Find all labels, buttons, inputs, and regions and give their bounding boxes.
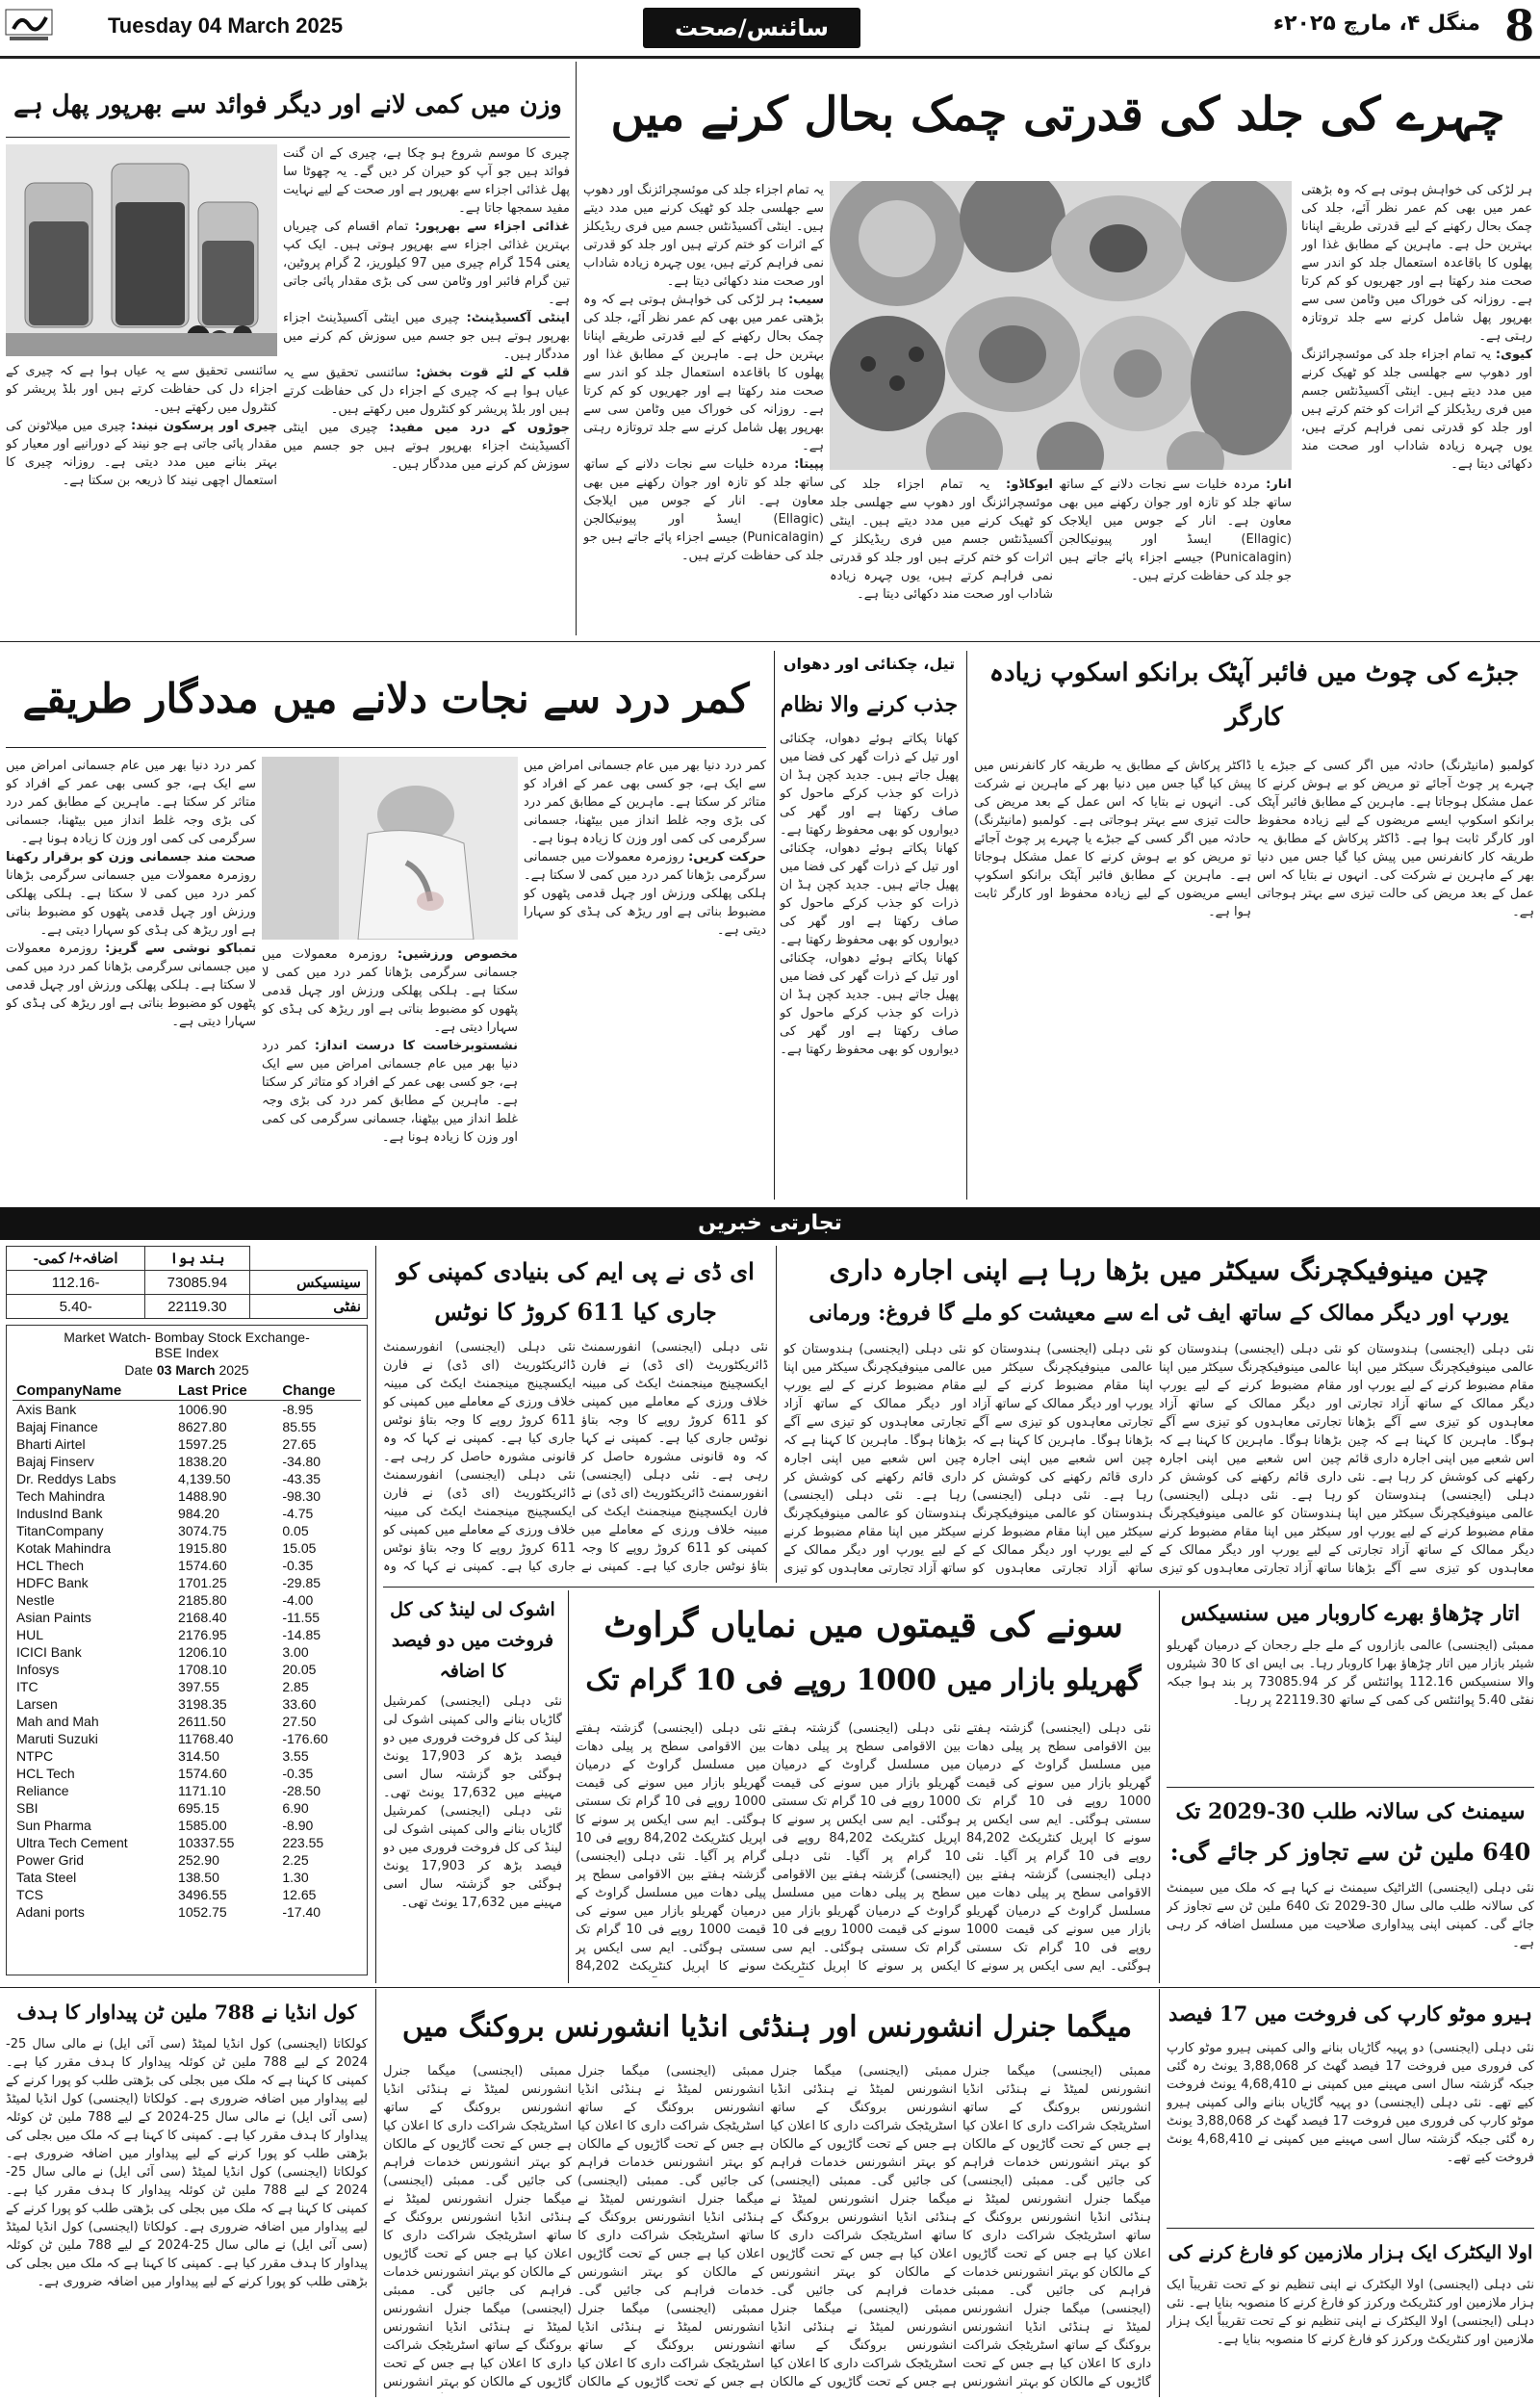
table-row — [13, 1713, 361, 1730]
cherry-headline-rule — [6, 137, 570, 138]
company-cell: HCL Tech — [16, 1766, 75, 1781]
company-cell: Ultra Tech Cement — [16, 1835, 128, 1850]
index-close: 22119.30 — [145, 1295, 249, 1319]
cherry-subheading-joints: جوڑوں کے درد میں مفید: — [389, 421, 570, 435]
china-headline: چین مینوفیکچرنگ سیکٹر میں بڑھا رہا ہے اپنی اجارہ داری — [829, 1254, 1489, 1286]
change-cell: -8.95 — [282, 1402, 314, 1417]
price-cell: 1206.10 — [178, 1644, 227, 1660]
price-cell: 4,139.50 — [178, 1471, 231, 1486]
company-cell: Bajaj Finserv — [16, 1454, 94, 1469]
oil-article-column-1: کھانا پکاتے ہوئے دھواں، چکنائی اور تیل کے ذرات گھر کی فضا میں پھیل جاتے ہیں۔ جدید کچن ہڈ ان ذرات کو جذب کرکے ماحول کو صاف رکھتا ہے اور گھر کی دیواروں کو بھی محفوظ رکھتا ہے۔ کھانا پکاتے ہوئے دھواں، چکنائی اور تیل کے ذرات گھر کی فضا میں پھیل جاتے ہیں۔ جدید کچن ہڈ ان ذرات کو جذب کرکے ماحول کو صاف رکھتا ہے اور گھر کی دیواروں کو بھی محفوظ رکھتا ہے۔ کھانا پکاتے ہوئے دھواں، چکنائی اور تیل کے ذرات گھر کی فضا میں پھیل جاتے ہیں۔ جدید کچن ہڈ ان ذرات کو جذب کرکے ماحول کو صاف رکھتا ہے اور گھر کی دیواروں کو بھی محفوظ رکھتا ہے۔ — [780, 732, 959, 1057]
hero-rule — [1167, 2228, 1534, 2229]
ed-divider — [776, 1246, 777, 1583]
table-row — [13, 1470, 361, 1487]
market-watch-box — [6, 1325, 368, 1975]
change-cell: 3.00 — [282, 1644, 309, 1660]
index-close: 73085.94 — [145, 1271, 249, 1295]
fiber-article-headline: جبڑے کی چوٹ میں فائبر آپٹک برانکو اسکوپ زیادہ کارگر — [988, 658, 1520, 732]
market-watch-title: Market Watch- Bombay Stock Exchange- — [64, 1330, 310, 1345]
company-cell: Axis Bank — [16, 1402, 77, 1417]
section-banner — [643, 8, 860, 48]
papaya-subheading: پپیتا: — [794, 457, 824, 472]
sensex-rule — [1167, 1787, 1534, 1788]
skin-article-column-3: ایوکاڈو: یہ تمام اجزاء جلد کی موئسچرائزنگ اور دھوپ سے جھلسی جلد کو ٹھیک کرنے میں مدد دیتے ہیں۔ اینٹی آکسیڈنٹس جسم میں فری ریڈیکلز کے اثرات کو ختم کرتے ہیں اور جلد کو قدرتی نمی فراہم کرتے ہیں، یوں چہرہ زیادہ شاداب اور صحت مند دکھائی دیتا ہے۔ — [830, 478, 1053, 602]
company-cell: Maruti Suzuki — [16, 1731, 98, 1746]
company-cell: Sun Pharma — [16, 1818, 91, 1833]
price-cell: 695.15 — [178, 1800, 219, 1816]
index-name: نفٹی — [249, 1295, 368, 1319]
table-row — [13, 1505, 361, 1522]
change-cell: 27.50 — [282, 1714, 317, 1729]
back-pain-subheading-smoking: تمباکو نوشی سے گریز: — [105, 942, 256, 956]
magma-insurance-headline: میگما جنرل انشورنس اور ہنڈئی انڈیا انشورنس بروکنگ میں — [401, 2010, 1133, 2044]
gold-divider — [1159, 1590, 1160, 1983]
company-cell: SBI — [16, 1800, 38, 1816]
price-cell: 314.50 — [178, 1748, 219, 1764]
table-row — [13, 1799, 361, 1817]
cherry-subheading-antioxidant: اینٹی آکسیڈینٹ: — [466, 311, 570, 325]
back-pain-subheading-weight: صحت مند جسمانی وزن کو برقرار رکھنا — [6, 850, 256, 865]
kiwi-subheading: کیوی: — [1495, 348, 1532, 362]
company-cell: Larsen — [16, 1696, 58, 1712]
change-cell: 85.55 — [282, 1419, 317, 1434]
change-cell: -29.85 — [282, 1575, 321, 1590]
back-pain-photo — [262, 757, 518, 940]
back-pain-column-1: کمر درد دنیا بھر میں عام جسمانی امراض میں سے ایک ہے، جو کسی بھی عمر کے افراد کو متاثر کر سکتا ہے۔ ماہرین کے مطابق کمر درد کی بڑی وجہ غلط انداز میں بیٹھنا، جسمانی سرگرمی کی کمی اور وزن کا زیادہ ہونا ہے۔ حرکت کریں: روزمرہ معمولات میں جسمانی سرگرمی بڑھانا کمر درد میں کمی لا سکتا ہے۔ ہلکی پھلکی ورزش اور چہل قدمی پٹھوں کو مضبوط بناتی ہے اور ریڑھ کی ہڈی کو سہارا دیتی ہے۔ — [524, 759, 766, 938]
skin-article-column-2: انار: مردہ خلیات سے نجات دلانے کے ساتھ ساتھ جلد کو تازہ اور جوان رکھنے میں بھی معاون ہے۔ انار کے جوس میں ایلاجک (Ellagic) ایسڈ اور پیونیکالجن (Punicalagin) جیسے اجزاء پائے جاتے ہیں جو جلد کی حفاظت کرتے ہیں۔ — [1059, 478, 1292, 583]
table-row — [13, 1609, 361, 1626]
index-box — [6, 1246, 368, 1313]
table-row — [13, 1643, 361, 1661]
price-cell: 1585.00 — [178, 1818, 227, 1833]
table-row — [13, 1869, 361, 1886]
ashok-divider — [568, 1590, 569, 1983]
company-cell: HCL Thech — [16, 1558, 85, 1573]
lower-business-rule — [0, 1987, 1540, 1988]
skin-article-column-1: ہر لڑکی کی خواہش ہوتی ہے کہ وہ بڑھتی عمر میں بھی کم عمر نظر آئے، جلد کی چمک بحال رکھنے کے لیے قدرتی طریقے اپنانا بہترین حل ہے۔ ماہرین کے مطابق غذا اور پھلوں کا باقاعدہ استعمال جلد کو اندر سے صحت مند رکھتا ہے اور جھریوں کو کم کرتا ہے۔ روزانہ کی خوراک میں وٹامن سی سے بھرپور پھل شامل کرنے سے جلد تروتازہ رہتی ہے۔ کیوی: یہ تمام اجزاء جلد کی موئسچرائزنگ اور دھوپ سے جھلسی جلد کو ٹھیک کرنے میں مدد دیتے ہیں۔ اینٹی آکسیڈنٹس جسم میں فری ریڈیکلز کے اثرات کو ختم کرتے ہیں اور جلد کو قدرتی نمی فراہم کرتے ہیں، یوں چہرہ زیادہ شاداب اور صحت مند دکھائی دیتا ہے۔ — [1301, 183, 1532, 472]
change-cell: -4.75 — [282, 1506, 314, 1521]
price-cell: 1574.60 — [178, 1766, 227, 1781]
table-row — [13, 1678, 361, 1695]
avocado-subheading: ایوکاڈو: — [1006, 478, 1053, 492]
coal-india-column: کولکاتا (ایجنسی) کول انڈیا لمیٹڈ (سی آئی ایل) نے مالی سال 25-2024 کے لیے 788 ملین ٹن کوئلہ پیداوار کا ہدف مقرر کیا ہے۔ کمپنی کا کہنا ہے کہ ملک میں بجلی کی بڑھتی طلب کو پورا کرنے کے لیے پیداوار میں اضافہ ضروری ہے۔ کولکاتا (ایجنسی) کول انڈیا لمیٹڈ (سی آئی ایل) نے مالی سال 25-2024 کے لیے 788 ملین ٹن کوئلہ پیداوار کا ہدف مقرر کیا ہے۔ کمپنی کا کہنا ہے کہ ملک میں بجلی کی بڑھتی طلب کو پورا کرنے کے لیے پیداوار میں اضافہ ضروری ہے۔ کولکاتا (ایجنسی) کول انڈیا لمیٹڈ (سی آئی ایل) نے مالی سال 25-2024 کے لیے 788 ملین ٹن کوئلہ پیداوار کا ہدف مقرر کیا ہے۔ کمپنی کا کہنا ہے کہ ملک میں بجلی کی بڑھتی طلب کو پورا کرنے کے لیے پیداوار میں اضافہ ضروری ہے۔ کولکاتا (ایجنسی) کول انڈیا لمیٹڈ (سی آئی ایل) نے مالی سال 25-2024 کے لیے 788 ملین ٹن کوئلہ پیداوار کا ہدف مقرر کیا ہے۔ کمپنی کا کہنا ہے کہ ملک میں بجلی کی بڑھتی طلب کو پورا کرنے کے لیے پیداوار میں اضافہ ضروری ہے۔ — [6, 2037, 368, 2289]
price-cell: 1488.90 — [178, 1488, 227, 1504]
index-header-change: اضافہ+/ کمی- — [7, 1247, 145, 1271]
price-cell: 1701.25 — [178, 1575, 227, 1590]
price-cell: 1708.10 — [178, 1662, 227, 1677]
table-row — [13, 1574, 361, 1591]
column-header-price: Last Price — [174, 1381, 278, 1401]
back-pain-column-2: مخصوص ورزشیں: روزمرہ معمولات میں جسمانی سرگرمی بڑھانا کمر درد میں کمی لا سکتا ہے۔ ہلکی پھلکی ورزش اور چہل قدمی پٹھوں کو مضبوط بناتی ہے اور ریڑھ کی ہڈی کو سہارا دیتی ہے۔ نشستوبرخاست کا درست انداز: کمر درد دنیا بھر میں عام جسمانی امراض میں سے ایک ہے، جو کسی بھی عمر کے افراد کو متاثر کر سکتا ہے۔ ماہرین کے مطابق کمر درد کی بڑی وجہ غلط انداز میں بیٹھنا، جسمانی سرگرمی کی کمی اور وزن کا زیادہ ہونا ہے۔ — [262, 947, 518, 1145]
company-cell: Infosys — [16, 1662, 60, 1677]
gold-subheadline: گھریلو بازار میں 1000 روپے فی 10 گرام تک — [585, 1664, 1142, 1697]
company-cell: Tech Mahindra — [16, 1488, 105, 1504]
price-cell: 252.90 — [178, 1852, 219, 1868]
table-row — [13, 1453, 361, 1470]
table-row — [13, 1834, 361, 1851]
index-name: سینسیکس — [249, 1271, 368, 1295]
sensex-column: ممبئی (ایجنسی) عالمی بازاروں کے ملے جلے رجحان کے درمیان گھریلو شیئر بازار میں اتار چڑھاؤ بھرا کاروبار رہا۔ بی ایس ای کا 30 شیئروں والا سنسیکس 112.16 پوائنٹس گر کر 73085.94 پر بند ہوا جبکہ نفٹی 5.40 پوائنٹس کی کمی کے ساتھ 22119.30 پر رہا۔ — [1167, 1639, 1534, 1708]
ola-electric-headline: اولا الیکٹرک ایک ہزار ملازمین کو فارغ کرنے کی — [1168, 2242, 1533, 2263]
company-cell: Kotak Mahindra — [16, 1540, 112, 1556]
table-row — [13, 1661, 361, 1678]
table-row — [13, 1851, 361, 1869]
ed-notice-headline: ای ڈی نے پی ایم کی بنیادی کمپنی کو جاری کیا 611 کروڑ کا نوٹس — [397, 1257, 755, 1326]
coal-divider — [375, 1989, 376, 2397]
company-cell: Mah and Mah — [16, 1714, 99, 1729]
price-cell: 1052.75 — [178, 1904, 227, 1920]
fruits-photo — [830, 181, 1292, 470]
company-cell: TCS — [16, 1887, 43, 1902]
ola-electric-column: نئی دہلی (ایجنسی) اولا الیکٹرک نے اپنی تنظیم نو کے تحت تقریباً ایک ہزار ملازمین اور کنٹریکٹ ورکرز کو فارغ کرنے کا منصوبہ بنایا ہے۔ نئی دہلی (ایجنسی) اولا الیکٹرک نے اپنی تنظیم نو کے تحت تقریباً ایک ہزار ملازمین اور کنٹریکٹ ورکرز کو فارغ کرنے کا منصوبہ بنایا ہے۔ — [1167, 2278, 1534, 2347]
table-row — [13, 1695, 361, 1713]
china-subheadline: یورپ اور دیگر ممالک کے ساتھ ایف ٹی اے سے معیشت کو ملے گا فروغ: ورمانی — [808, 1301, 1509, 1326]
company-cell: ICICI Bank — [16, 1644, 82, 1660]
price-cell: 397.55 — [178, 1679, 219, 1694]
hero-motocorp-headline: ہیرو موٹو کارپ کی فروخت میں 17 فیصد — [1168, 2001, 1532, 2026]
company-cell: Dr. Reddys Labs — [16, 1471, 116, 1486]
fiber-divider — [966, 651, 967, 1200]
business-news-label: تجارتی خبریں — [698, 1211, 842, 1235]
skin-article-column-4: یہ تمام اجزاء جلد کی موئسچرائزنگ اور دھوپ سے جھلسی جلد کو ٹھیک کرنے میں مدد دیتے ہیں۔ اینٹی آکسیڈنٹس جسم میں فری ریڈیکلز کے اثرات کو ختم کرتے ہیں اور جلد کو قدرتی نمی فراہم کرتے ہیں، یوں چہرہ زیادہ شاداب اور صحت مند دکھائی دیتا ہے۔ سیب: ہر لڑکی کی خواہش ہوتی ہے کہ وہ بڑھتی عمر میں بھی کم عمر نظر آئے، جلد کی چمک بحال رکھنے کے لیے قدرتی طریقے اپنانا بہترین حل ہے۔ ماہرین کے مطابق غذا اور پھلوں کا باقاعدہ استعمال جلد کو اندر سے صحت مند رکھتا ہے اور جھریوں کو کم کرتا ہے۔ روزانہ کی خوراک میں وٹامن سی سے بھرپور پھل شامل کرنے سے جلد تروتازہ رہتی ہے۔ پپیتا: مردہ خلیات سے نجات دلانے کے ساتھ ساتھ جلد کو تازہ اور جوان رکھنے میں بھی معاون ہے۔ انار کے جوس میں ایلاجک (Ellagic) ایسڈ اور پیونیکالجن (Punicalagin) جیسے اجزاء پائے جاتے ہیں جو جلد کی حفاظت کرتے ہیں۔ — [583, 183, 824, 563]
change-cell: 2.85 — [282, 1679, 309, 1694]
china-column-3: نئی دہلی (ایجنسی) ہندوستان کو عالمی مینوفیکچرنگ سیکٹر میں اپنا مقام مضبوط کرنے کے لیے یورپ اور دیگر ممالک کے ساتھ آزاد تجارتی معاہدوں کو تیزی سے آگے بڑھانا ہوگا۔ ماہرین کا کہنا ہے کہ چین اس شعبے میں اپنی اجارہ داری قائم رکھنے کی کوشش کر رہا ہے۔ نئی دہلی (ایجنسی) ہندوستان کو عالمی مینوفیکچرنگ سیکٹر میں اپنا مقام مضبوط کرنے کے لیے یورپ اور دیگر ممالک کے ساتھ آزاد تجارتی معاہدوں کو — [972, 1342, 1153, 1576]
change-cell: 1.30 — [282, 1870, 309, 1885]
top-section-rule — [0, 641, 1540, 642]
table-row — [13, 1591, 361, 1609]
section-title: سائنس/صحت — [674, 14, 829, 41]
gold-column-1: نئی دہلی (ایجنسی) گزشتہ ہفتے بین الاقوامی سطح پر پیلی دھات میں مسلسل گراوٹ کے درمیان گھریلو بازار میں سونے کی قیمت 1000 روپے فی 10 گرام تک سستی ہوگئی۔ ایم سی ایکس پر سونے کا اپریل کنٹریکٹ 84,202 روپے فی 10 گرام پر آگیا۔ نئی دہلی (ایجنسی) گزشتہ ہفتے بین الاقوامی سطح پر پیلی دھات میں مسلسل گراوٹ کے درمیان گھریلو بازار میں سونے کی قیمت 1000 روپے فی 10 گرام تک سستی ہوگئی۔ ایم سی ایکس پر سونے کا — [966, 1721, 1151, 1974]
gold-headline: سونے کی قیمتوں میں نمایاں گراوٹ — [603, 1605, 1123, 1645]
business-news-bar — [0, 1207, 1540, 1240]
back-pain-subheading-move: حرکت کریں: — [688, 850, 766, 865]
publication-logo — [4, 6, 54, 44]
urdu-date: منگل ۴، مارچ ۲۰۲۵ء — [1272, 12, 1480, 36]
company-cell: Bharti Airtel — [16, 1436, 86, 1452]
column-header-change: Change — [278, 1381, 361, 1401]
table-row — [13, 1522, 361, 1539]
gold-column-2: نئی دہلی (ایجنسی) گزشتہ ہفتے بین الاقوامی سطح پر پیلی دھات میں مسلسل گراوٹ کے درمیان گھریلو بازار میں سونے کی قیمت 1000 روپے فی 10 گرام تک سستی ہوگئی۔ ایم سی ایکس پر سونے کا اپریل کنٹریکٹ 84,202 روپے فی 10 گرام پر آگیا۔ نئی دہلی (ایجنسی) گزشتہ ہفتے بین الاقوامی سطح پر پیلی دھات میں مسلسل گراوٹ کے درمیان گھریلو بازار میں سونے کی قیمت 1000 روپے فی 10 گرام تک سستی ہوگئی۔ ایم سی ایکس پر سونے کا اپریل کنٹریکٹ — [772, 1721, 961, 1974]
company-cell: Power Grid — [16, 1852, 85, 1868]
change-cell: -11.55 — [282, 1610, 321, 1625]
oil-article-headline: جذب کرنے والا نظام — [780, 692, 959, 717]
anar-subheading: انار: — [1266, 478, 1292, 492]
market-watch-table — [13, 1381, 361, 1921]
masthead — [0, 0, 1540, 54]
cherry-subheading-heart: قلب کے لئے قوت بخش: — [416, 366, 570, 380]
china-column-1: نئی دہلی (ایجنسی) ہندوستان کو عالمی مینوفیکچرنگ سیکٹر میں اپنا مقام مضبوط کرنے کے لیے یورپ اور دیگر ممالک کے ساتھ آزاد تجارتی معاہدوں کو تیزی سے آگے بڑھانا ہوگا۔ ماہرین کا کہنا ہے کہ چین اس شعبے میں اپنی اجارہ داری قائم رکھنے کی کوشش کر رہا ہے۔ نئی دہلی (ایجنسی) ہندوستان کو عالمی مینوفیکچرنگ سیکٹر میں اپنا مقام مضبوط کرنے کے لیے یورپ اور دیگر ممالک کے ساتھ آزاد تجارتی معاہدوں کو تیزی سے آگے بڑھانا — [1348, 1342, 1534, 1576]
price-cell: 2611.50 — [178, 1714, 226, 1729]
company-cell: HDFC Bank — [16, 1575, 89, 1590]
gold-column-3: نئی دہلی (ایجنسی) گزشتہ ہفتے بین الاقوامی سطح پر پیلی دھات میں مسلسل گراوٹ کے درمیان گھریلو بازار میں سونے کی قیمت 1000 روپے فی 10 گرام تک سستی ہوگئی۔ ایم سی ایکس پر سونے کا اپریل کنٹریکٹ 84,202 روپے فی 10 گرام پر آگیا۔ نئی دہلی (ایجنسی) گزشتہ ہفتے بین الاقوامی سطح پر پیلی دھات میں مسلسل گراوٹ کے درمیان گھریلو بازار میں سونے کی قیمت 1000 روپے فی 10 گرام تک سستی ہوگئی۔ ایم سی ایکس پر سونے کا اپریل کنٹریکٹ 84,202 — [576, 1721, 766, 1974]
magma-column-4: ممبئی (ایجنسی) میگما جنرل انشورنس لمیٹڈ نے ہنڈئی انڈیا انشورنس بروکنگ کے ساتھ اسٹریٹجک شراکت داری کا اعلان کیا ہے جس کے تحت گاڑیوں کے مالکان کو بہتر انشورنس خدمات فراہم کی جائیں گی۔ ممبئی (ایجنسی) میگما جنرل انشورنس لمیٹڈ نے ہنڈئی انڈیا انشورنس بروکنگ کے ساتھ اسٹریٹجک شراکت داری کا اعلان کیا ہے جس کے تحت گاڑیوں کے مالکان کو بہتر انشورنس خدمات فراہم کی جائیں گی۔ ممبئی (ایجنسی) میگما جنرل انشورنس لمیٹڈ نے ہنڈئی انڈیا انشورنس بروکنگ کے ساتھ اسٹریٹجک شراکت داری کا اعلان کیا ہے جس کے تحت گاڑیوں کے مالکان کو بہتر انشورنس — [383, 2064, 572, 2389]
cherry-article-headline: وزن میں کمی لانے اور دیگر فوائد سے بھرپور پھل ہے — [13, 90, 562, 119]
skin-article-headline: چہرے کی جلد کی قدرتی چمک بحال کرنے میں — [610, 88, 1505, 142]
business-mid-rule — [383, 1587, 1534, 1588]
company-cell: Tata Steel — [16, 1870, 77, 1885]
china-column-2: نئی دہلی (ایجنسی) ہندوستان کو عالمی مینوفیکچرنگ سیکٹر میں اپنا مقام مضبوط کرنے کے لیے یورپ اور دیگر ممالک کے ساتھ آزاد تجارتی معاہدوں کو تیزی سے آگے بڑھانا ہوگا۔ ماہرین کا کہنا ہے کہ چین اس شعبے میں اپنی اجارہ داری قائم رکھنے کی کوشش کر رہا ہے۔ نئی دہلی (ایجنسی) ہندوستان کو عالمی مینوفیکچرنگ سیکٹر میں اپنا مقام مضبوط کرنے کے لیے یورپ اور دیگر ممالک کے ساتھ آزاد تجارتی معاہدوں کو تیزی — [1159, 1342, 1342, 1576]
price-cell: 3198.35 — [178, 1696, 227, 1712]
magma-column-1: ممبئی (ایجنسی) میگما جنرل انشورنس لمیٹڈ نے ہنڈئی انڈیا انشورنس بروکنگ کے ساتھ اسٹریٹجک شراکت داری کا اعلان کیا ہے جس کے تحت گاڑیوں کے مالکان کو بہتر انشورنس خدمات فراہم کی جائیں گی۔ ممبئی (ایجنسی) میگما جنرل انشورنس لمیٹڈ نے ہنڈئی انڈیا انشورنس بروکنگ کے ساتھ اسٹریٹجک شراکت داری کا اعلان کیا ہے جس کے تحت گاڑیوں کے مالکان کو بہتر انشورنس خدمات فراہم کی جائیں گی۔ ممبئی (ایجنسی) میگما جنرل انشورنس لمیٹڈ نے ہنڈئی انڈیا انشورنس بروکنگ کے ساتھ اسٹریٹجک شراکت داری کا اعلان کیا ہے جس کے تحت گاڑیوں کے مالکان کو بہتر انشورنس — [962, 2064, 1151, 2389]
company-cell: HUL — [16, 1627, 44, 1642]
change-cell: -0.35 — [282, 1558, 314, 1573]
table-row — [13, 1886, 361, 1903]
company-cell: NTPC — [16, 1748, 54, 1764]
cherry-article-column-1: چیری کا موسم شروع ہو چکا ہے، چیری کے ان گنت فوائد ہیں جو آپ کو حیران کر دیں گے۔ یہ چھوٹا سا پھل غذائی اجزاء سے بھرپور ہے اور صحت کے لیے نہایت مفید سمجھا جاتا ہے۔ غذائی اجزاء سے بھرپور: تمام اقسام کی چیریاں بہترین غذائی اجزاء سے بھرپور ہوتی ہیں۔ ایک کپ یعنی 154 گرام چیری میں 97 کیلوریز، 2 گرام پروٹین، تین گرام فائبر اور وٹامن سی کی بڑی مقدار پائی جاتی ہے۔ اینٹی آکسیڈینٹ: چیری میں اینٹی آکسیڈینٹ اجزاء بھرپور ہوتے ہیں جو جسم میں سوزش کم کرنے میں مددگار ہیں۔ قلب کے لئے قوت بخش: سائنسی تحقیق سے یہ عیاں ہوا ہے کہ چیری کے اجزاء دل کی حفاظت کرتے ہیں اور بلڈ پریشر کو کنٹرول میں رکھتے ہیں۔ جوڑوں کے درد میں مفید: چیری میں اینٹی آکسیڈینٹ اجزاء بھرپور ہوتے ہیں جو جسم میں سوزش کم کرنے میں مددگار ہیں۔ — [283, 146, 570, 472]
oil-article-kicker: تیل، چکنائی اور دھواں — [783, 655, 956, 673]
oil-divider — [774, 651, 775, 1200]
index-header-close: بند ہوا — [145, 1247, 249, 1271]
table-row — [13, 1765, 361, 1782]
change-cell: 223.55 — [282, 1835, 324, 1850]
table-row — [13, 1539, 361, 1557]
price-cell: 1006.90 — [178, 1402, 227, 1417]
change-cell: -14.85 — [282, 1627, 321, 1642]
change-cell: -34.80 — [282, 1454, 321, 1469]
change-cell: -17.40 — [282, 1904, 321, 1920]
magma-column-3: ممبئی (ایجنسی) میگما جنرل انشورنس لمیٹڈ نے ہنڈئی انڈیا انشورنس بروکنگ کے ساتھ اسٹریٹجک شراکت داری کا اعلان کیا ہے جس کے تحت گاڑیوں کے مالکان کو بہتر انشورنس خدمات فراہم کی جائیں گی۔ ممبئی (ایجنسی) میگما جنرل انشورنس لمیٹڈ نے ہنڈئی انڈیا انشورنس بروکنگ کے ساتھ اسٹریٹجک شراکت داری کا اعلان کیا ہے جس کے تحت گاڑیوں کے مالکان کو بہتر انشورنس خدمات فراہم کی جائیں گی۔ ممبئی (ایجنسی) میگما جنرل انشورنس لمیٹڈ نے ہنڈئی انڈیا انشورنس بروکنگ کے ساتھ اسٹریٹجک شراکت داری کا اعلان کیا ہے جس کے تحت گاڑیوں کے مالکان — [578, 2064, 764, 2389]
cement-column: نئی دہلی (ایجنسی) الٹراٹیک سیمنٹ نے کہا ہے کہ ملک میں سیمنٹ کی سالانہ طلب مالی سال 30-2029 تک 640 ملین ٹن سے تجاوز کر جائے گی۔ کمپنی اپنی پیداواری صلاحیت میں مسلسل اضافہ کر رہی ہے۔ — [1167, 1881, 1534, 1950]
table-row — [13, 1435, 361, 1453]
change-cell: -98.30 — [282, 1488, 321, 1504]
price-cell: 10337.55 — [178, 1835, 235, 1850]
table-row — [13, 1626, 361, 1643]
cherry-subheading-nutrients: غذائی اجزاء سے بھرپور: — [414, 219, 570, 234]
change-cell: 20.05 — [282, 1662, 317, 1677]
change-cell: 27.65 — [282, 1436, 317, 1452]
table-row — [13, 1817, 361, 1834]
change-cell: 15.05 — [282, 1540, 317, 1556]
price-cell: 11768.40 — [178, 1731, 234, 1746]
table-row — [13, 1730, 361, 1747]
english-date: Tuesday 04 March 2025 — [108, 13, 344, 38]
change-cell: 3.55 — [282, 1748, 309, 1764]
market-watch-date: Date 03 March 2025 — [124, 1362, 249, 1378]
price-cell: 1171.10 — [178, 1783, 226, 1798]
china-column-4: نئی دہلی (ایجنسی) ہندوستان کو عالمی مینوفیکچرنگ سیکٹر میں اپنا مقام مضبوط کرنے کے لیے یورپ اور دیگر ممالک کے ساتھ آزاد تجارتی معاہدوں کو تیزی سے آگے بڑھانا ہوگا۔ ماہرین کا کہنا ہے کہ چین اس شعبے میں اپنی اجارہ داری قائم رکھنے کی کوشش کر رہا ہے۔ نئی دہلی (ایجنسی) ہندوستان کو عالمی مینوفیکچرنگ سیکٹر میں اپنا مقام مضبوط کرنے کے لیے یورپ اور دیگر ممالک کے ساتھ آزاد تجارتی معاہدوں کو تیزی — [783, 1342, 966, 1576]
company-cell: Asian Paints — [16, 1610, 91, 1625]
top-column-divider — [576, 62, 577, 635]
magma-divider — [1159, 1989, 1160, 2397]
change-cell: 6.90 — [282, 1800, 309, 1816]
hero-motocorp-column: نئی دہلی (ایجنسی) دو پہیہ گاڑیاں بنانے والی کمپنی ہیرو موٹو کارپ کی فروری میں فروخت 17 فیصد گھٹ کر 3,88,068 یونٹ رہ گئی جبکہ گزشتہ سال اسی مہینے میں کمپنی نے 4,68,410 یونٹ فروخت کیے تھے۔ نئی دہلی (ایجنسی) دو پہیہ گاڑیاں بنانے والی کمپنی ہیرو موٹو کارپ کی فروری میں فروخت 17 فیصد گھٹ کر 3,88,068 یونٹ رہ گئی جبکہ گزشتہ سال اسی مہینے میں کمپنی نے 4,68,410 یونٹ فروخت کیے تھے۔ — [1167, 2041, 1534, 2165]
change-cell: 0.05 — [282, 1523, 309, 1538]
cement-headline: سیمنٹ کی سالانہ طلب 30-2029 تک — [1175, 1799, 1526, 1824]
cement-subheadline: 640 ملین ٹن سے تجاوز کر جائے گی: — [1169, 1838, 1531, 1866]
market-watch-subtitle: BSE Index — [154, 1345, 219, 1360]
price-cell: 138.50 — [178, 1870, 219, 1885]
price-cell: 8627.80 — [178, 1419, 227, 1434]
cherry-subheading-sleep: چیری اور پرسکون نیند: — [131, 419, 277, 433]
back-pain-headline: کمر درد سے نجات دلانے میں مددگار طریقے — [22, 675, 750, 722]
company-cell: Adani ports — [16, 1904, 85, 1920]
change-cell: -28.50 — [282, 1783, 321, 1798]
market-divider — [375, 1246, 376, 1983]
back-pain-subheading-posture: نشستوبرخاست کا درست انداز: — [314, 1039, 518, 1053]
coal-india-headline: کول انڈیا نے 788 ملین ٹن پیداوار کا ہدف — [16, 2001, 357, 2024]
back-pain-subheading-exercise: مخصوص ورزشیں: — [397, 947, 518, 962]
change-cell: -0.35 — [282, 1766, 314, 1781]
price-cell: 2185.80 — [178, 1592, 227, 1608]
index-change: -5.40 — [7, 1295, 145, 1319]
cherry-juice-photo — [6, 144, 277, 356]
price-cell: 1915.80 — [178, 1540, 227, 1556]
table-row — [13, 1487, 361, 1505]
company-cell: IndusInd Bank — [16, 1506, 103, 1521]
change-cell: -176.60 — [282, 1731, 328, 1746]
table-row — [13, 1557, 361, 1574]
company-cell: TitanCompany — [16, 1523, 104, 1538]
ashok-leyland-column: نئی دہلی (ایجنسی) کمرشیل گاڑیاں بنانے والی کمپنی اشوک لی لینڈ کی کل فروخت فروری میں دو فیصد بڑھ کر 17,903 یونٹ ہوگئی جو گزشتہ سال اسی مہینے میں 17,632 یونٹ تھی۔ نئی دہلی (ایجنسی) کمرشیل گاڑیاں بنانے والی کمپنی اشوک لی لینڈ کی کل فروخت فروری میں دو فیصد بڑھ کر 17,903 یونٹ ہوگئی جو گزشتہ سال اسی مہینے میں 17,632 یونٹ تھی۔ — [383, 1694, 562, 1910]
table-row — [13, 1903, 361, 1921]
fiber-article-column-1: کولمبو (مانیٹرنگ) حادثہ میں اگر کسی کے جبڑے یا چہرے پر چوٹ آجائے تو مریض کو بے ہوش کرنے کا عمل مشکل ہوجاتا ہے۔ ماہرین کے مطابق فائبر آپٹک برانکو اسکوپ ایسے مریضوں کے لیے زیادہ محفوظ اور کارگر ثابت ہوا ہے۔ ڈاکٹر پرکاش کے مطابق یہ طریقہ کار کانفرنس میں پیش کیا گیا جس میں دنیا بھر کے ماہرین نے شرکت کی۔ انہوں نے بتایا کہ اس عمل کے بعد مریض کی حالت تیزی سے بہتر ہوجاتی ہے۔ — [1257, 759, 1534, 919]
company-cell: Bajaj Finance — [16, 1419, 98, 1434]
company-cell: Nestle — [16, 1592, 55, 1608]
price-cell: 1597.25 — [178, 1436, 227, 1452]
change-cell: -8.90 — [282, 1818, 314, 1833]
fiber-article-column-2: ڈاکٹر پرکاش کے مطابق یہ طریقہ کار کانفرنس میں پیش کیا گیا جس میں دنیا بھر کے ماہرین نے شرکت کی۔ انہوں نے بتایا کہ اس عمل کے بعد مریض کی حالت تیزی سے بہتر ہوجاتی ہے۔ کولمبو (مانیٹرنگ) حادثہ میں اگر کسی کے جبڑے یا چہرے پر چوٹ آجائے تو مریض کو بے ہوش کرنے کا عمل مشکل ہوجاتا ہے۔ ماہرین کے مطابق فائبر آپٹک برانکو اسکوپ ایسے مریضوں کے لیے زیادہ محفوظ اور کارگر ثابت ہوا ہے۔ — [974, 759, 1251, 919]
column-header-company: CompanyName — [13, 1381, 174, 1401]
price-cell: 2176.95 — [178, 1627, 227, 1642]
ed-notice-column-1: نئی دہلی (ایجنسی) انفورسمنٹ ڈائریکٹوریٹ (ای ڈی) نے فارن ایکسچینج مینجمنٹ ایکٹ کی مبینہ خلاف ورزی کے معاملے میں کمپنی کو 611 کروڑ روپے کا وجہ بتاؤ نوٹس جاری کیا ہے۔ کمپنی نے کہا کہ وہ قانونی مشورہ حاصل کر رہی ہے۔ نئی دہلی (ایجنسی) انفورسمنٹ ڈائریکٹوریٹ (ای ڈی) نے فارن ایکسچینج مینجمنٹ ایکٹ کی مبینہ خلاف ورزی کے معاملے میں کمپنی کو 611 کروڑ روپے کا وجہ بتاؤ نوٹس جاری کیا ہے۔ کمپنی نے — [581, 1340, 768, 1574]
back-pain-headline-rule — [6, 747, 766, 748]
company-cell: ITC — [16, 1679, 38, 1694]
table-row — [13, 1747, 361, 1765]
price-cell: 984.20 — [178, 1506, 219, 1521]
table-row — [13, 1401, 361, 1419]
price-cell: 3074.75 — [178, 1523, 227, 1538]
page-number: 8 — [1504, 2, 1534, 51]
magma-column-2: ممبئی (ایجنسی) میگما جنرل انشورنس لمیٹڈ نے ہنڈئی انڈیا انشورنس بروکنگ کے ساتھ اسٹریٹجک شراکت داری کا اعلان کیا ہے جس کے تحت گاڑیوں کے مالکان کو بہتر انشورنس خدمات فراہم کی جائیں گی۔ ممبئی (ایجنسی) میگما جنرل انشورنس لمیٹڈ نے ہنڈئی انڈیا انشورنس بروکنگ کے ساتھ اسٹریٹجک شراکت داری کا اعلان کیا ہے جس کے تحت گاڑیوں کے مالکان کو بہتر انشورنس خدمات فراہم کی جائیں گی۔ ممبئی (ایجنسی) میگما جنرل انشورنس لمیٹڈ نے ہنڈئی انڈیا انشورنس بروکنگ کے ساتھ اسٹریٹجک شراکت داری کا اعلان کیا ہے جس کے تحت گاڑیوں کے مالکان — [770, 2064, 957, 2389]
back-pain-column-3: کمر درد دنیا بھر میں عام جسمانی امراض میں سے ایک ہے، جو کسی بھی عمر کے افراد کو متاثر کر سکتا ہے۔ ماہرین کے مطابق کمر درد کی بڑی وجہ غلط انداز میں بیٹھنا، جسمانی سرگرمی کی کمی اور وزن کا زیادہ ہونا ہے۔ صحت مند جسمانی وزن کو برقرار رکھنا روزمرہ معمولات میں جسمانی سرگرمی بڑھانا کمر درد میں کمی لا سکتا ہے۔ ہلکی پھلکی ورزش اور چہل قدمی پٹھوں کو مضبوط بناتی ہے اور ریڑھ کی ہڈی کو سہارا دیتی ہے۔ تمباکو نوشی سے گریز: روزمرہ معمولات میں جسمانی سرگرمی بڑھانا کمر درد میں کمی لا سکتا ہے۔ ہلکی پھلکی ورزش اور چہل قدمی پٹھوں کو مضبوط بناتی ہے اور ریڑھ کی ہڈی کو سہارا دیتی ہے۔ — [6, 759, 256, 1029]
change-cell: -43.35 — [282, 1471, 321, 1486]
apple-subheading: سیب: — [787, 293, 824, 307]
price-cell: 1838.20 — [178, 1454, 227, 1469]
price-cell: 2168.40 — [178, 1610, 227, 1625]
change-cell: -4.00 — [282, 1592, 314, 1608]
change-cell: 33.60 — [282, 1696, 317, 1712]
ashok-leyland-headline: اشوک لی لینڈ کی کل فروخت میں دو فیصد کا اضافہ — [390, 1599, 555, 1682]
company-cell: Reliance — [16, 1783, 69, 1798]
ed-notice-column-2: نئی دہلی (ایجنسی) انفورسمنٹ ڈائریکٹوریٹ (ای ڈی) نے فارن ایکسچینج مینجمنٹ ایکٹ کی مبینہ خلاف ورزی کے معاملے میں کمپنی کو 611 کروڑ روپے کا وجہ بتاؤ نوٹس جاری کیا ہے۔ کمپنی نے کہا کہ وہ قانونی مشورہ حاصل کر رہی ہے۔ نئی دہلی (ایجنسی) انفورسمنٹ ڈائریکٹوریٹ (ای ڈی) نے فارن ایکسچینج مینجمنٹ ایکٹ کی مبینہ خلاف ورزی کے معاملے میں کمپنی کو 611 کروڑ روپے کا وجہ بتاؤ نوٹس جاری کیا ہے۔ کمپنی نے کہا کہ وہ — [383, 1340, 576, 1574]
change-cell: 12.65 — [282, 1887, 317, 1902]
table-row — [13, 1782, 361, 1799]
table-row — [13, 1418, 361, 1435]
sensex-headline: اتار چڑھاؤ بھرے کاروبار میں سنسیکس — [1180, 1601, 1521, 1626]
cherry-article-column-2: سائنسی تحقیق سے یہ عیاں ہوا ہے کہ چیری کے اجزاء دل کی حفاظت کرتے ہیں اور بلڈ پریشر کو کنٹرول میں رکھتے ہیں۔ چیری اور پرسکون نیند: چیری میں میلاٹونن کی مقدار پائی جاتی ہے جو نیند کے دورانیے اور معیار کو بہتر بنانے میں مدد دیتی ہے۔ روزانہ چیری کا استعمال اچھی نیند کا ذریعہ بن سکتا ہے۔ — [6, 364, 277, 488]
index-change: -112.16 — [7, 1271, 145, 1295]
change-cell: 2.25 — [282, 1852, 309, 1868]
masthead-rule — [0, 56, 1540, 59]
price-cell: 3496.55 — [178, 1887, 227, 1902]
price-cell: 1574.60 — [178, 1558, 227, 1573]
